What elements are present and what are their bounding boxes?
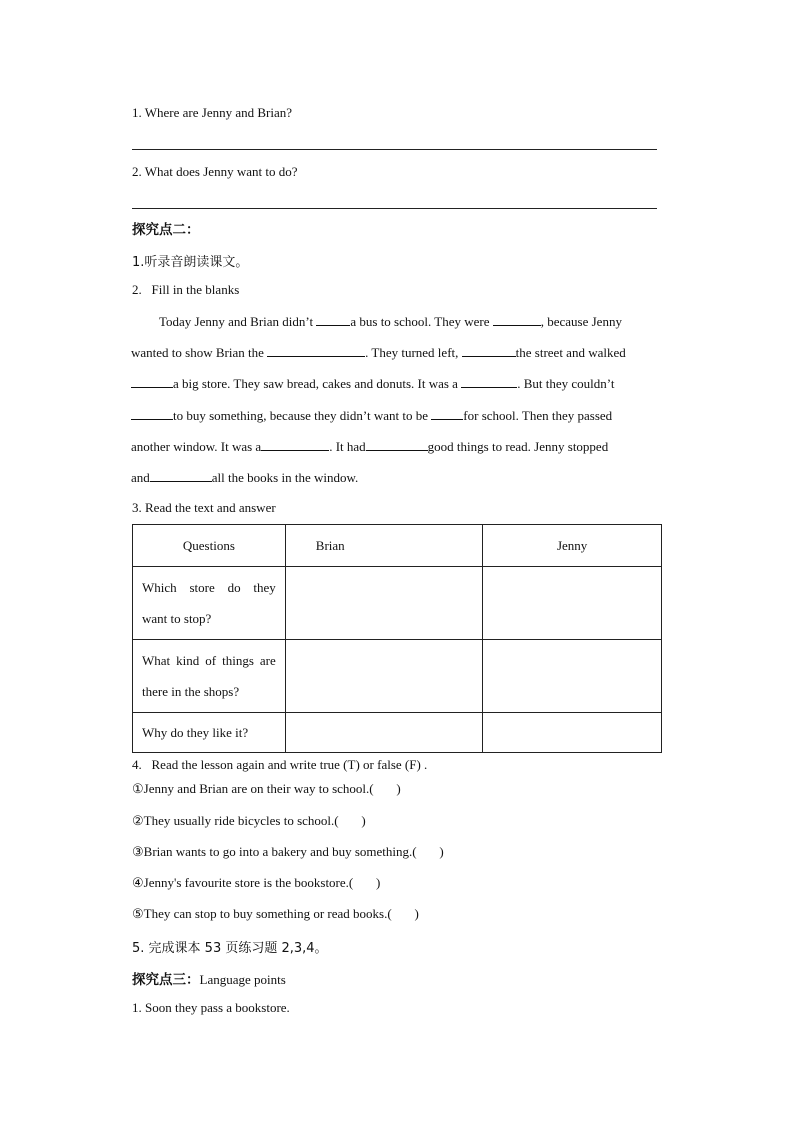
table-row xyxy=(133,713,662,753)
blank-9[interactable] xyxy=(261,438,329,451)
section-2-heading: 探究点二： xyxy=(132,222,200,238)
brian-answer-cell[interactable] xyxy=(285,713,483,753)
brian-answer-cell[interactable] xyxy=(285,567,483,640)
tf-statement-5: ⑤They can stop to buy something or read books.( ) xyxy=(132,906,419,921)
jenny-answer-cell[interactable] xyxy=(483,713,662,753)
paragraph-line-2: wanted to show Brian the . They turned left, the street and walked xyxy=(131,345,626,360)
question-2: 2. What does Jenny want to do? xyxy=(132,164,298,179)
tf-statement-1: ①Jenny and Brian are on their way to school.( ) xyxy=(132,781,401,796)
blank-11[interactable] xyxy=(150,469,212,482)
blank-7[interactable] xyxy=(131,407,173,420)
blank-6[interactable] xyxy=(461,375,517,388)
brian-answer-cell[interactable] xyxy=(285,640,483,713)
blank-5[interactable] xyxy=(131,375,173,388)
item-4-true-false: 4. Read the lesson again and write true (T) or false (F) . xyxy=(132,757,428,772)
header-brian: Brian xyxy=(285,525,483,567)
header-jenny: Jenny xyxy=(483,525,662,567)
question-1: 1. Where are Jenny and Brian? xyxy=(132,105,293,120)
header-questions: Questions xyxy=(133,525,286,567)
question-cell: Which store do they want to stop? xyxy=(133,567,286,640)
item-3-read-answer: 3. Read the text and answer xyxy=(132,500,276,515)
paragraph-line-3: a big store. They saw bread, cakes and donuts. It was a . But they couldn’t xyxy=(131,375,662,392)
blank-1[interactable] xyxy=(316,313,350,326)
answer-line-1[interactable] xyxy=(132,149,657,150)
answer-line-2[interactable] xyxy=(132,208,657,209)
paragraph-line-4: to buy something, because they didn’t want to be for school. Then they passed xyxy=(131,407,662,424)
table-row xyxy=(133,567,662,640)
table-row xyxy=(133,640,662,713)
section-3-item-1: 1. Soon they pass a bookstore. xyxy=(132,1000,290,1015)
blank-8[interactable] xyxy=(431,407,463,420)
paragraph-line-1: Today Jenny and Brian didn’t a bus to school. They were , because Jenny xyxy=(159,314,622,329)
tf-statement-3: ③Brian wants to go into a bakery and buy something.( ) xyxy=(132,844,444,859)
jenny-answer-cell[interactable] xyxy=(483,640,662,713)
item-2-fill-blanks: 2. Fill in the blanks xyxy=(132,282,240,297)
question-cell: What kind of things are there in the shops? xyxy=(133,640,286,713)
paragraph-line-5: another window. It was a . It had good things to read. Jenny stopped xyxy=(131,439,609,454)
blank-4[interactable] xyxy=(462,344,516,357)
section-3-heading: 探究点三：Language points xyxy=(132,972,286,988)
blank-2[interactable] xyxy=(493,313,541,326)
answer-table xyxy=(132,524,662,753)
paragraph-line-6: and all the books in the window. xyxy=(131,470,359,485)
blank-3[interactable] xyxy=(267,344,365,357)
jenny-answer-cell[interactable] xyxy=(483,567,662,640)
tf-statement-2: ②They usually ride bicycles to school.( ) xyxy=(132,813,366,828)
item-1-listen: 1.听录音朗读课文。 xyxy=(132,255,249,270)
item-5-exercises: 5. 完成课本 53 页练习题 2,3,4。 xyxy=(132,941,328,956)
tf-statement-4: ④Jenny's favourite store is the bookstore.( ) xyxy=(132,875,381,890)
table-header-row xyxy=(133,525,662,567)
blank-10[interactable] xyxy=(366,438,428,451)
question-cell: Why do they like it? xyxy=(133,713,286,753)
